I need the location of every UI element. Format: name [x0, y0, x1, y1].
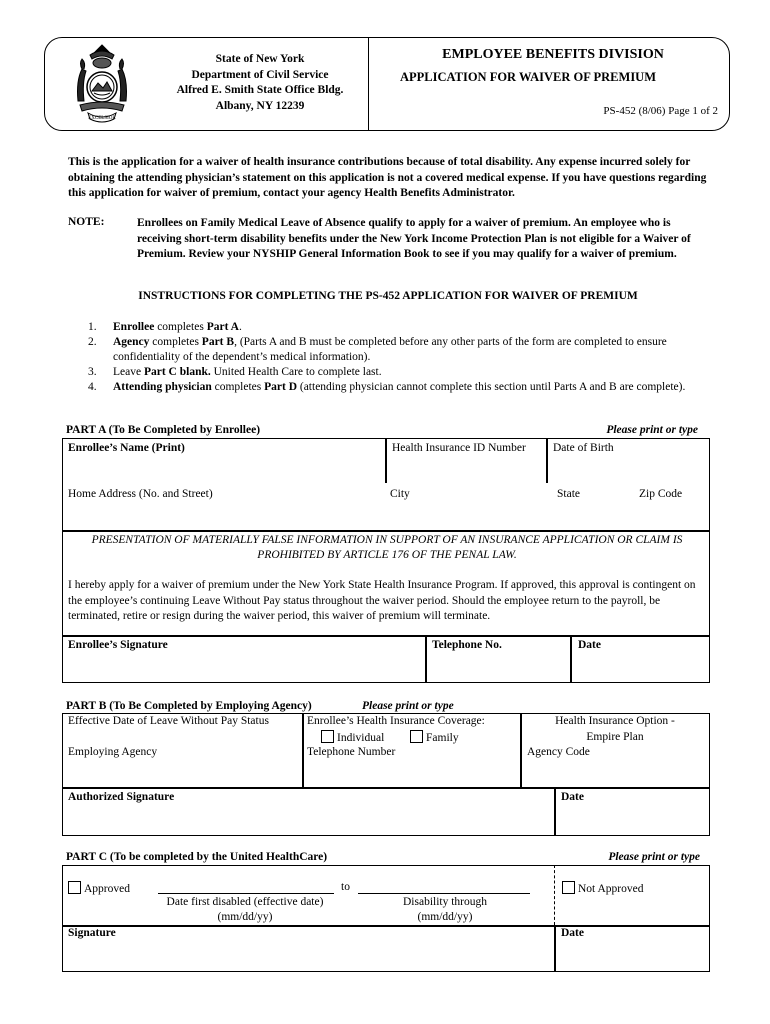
to-label: to [341, 881, 350, 893]
part-c-print-note: Please print or type [608, 851, 700, 863]
home-address-field[interactable]: Home Address (No. and Street) [68, 488, 213, 500]
authorized-signature-field[interactable]: Authorized Signature [68, 791, 175, 803]
disability-through-blank[interactable] [358, 893, 530, 894]
dob-field[interactable]: Date of Birth [553, 442, 614, 454]
zip-field[interactable]: Zip Code [639, 488, 683, 500]
rule [554, 787, 556, 836]
form-id: PS-452 (8/06) Page 1 of 2 [603, 105, 718, 117]
rule [554, 925, 556, 972]
rule [570, 635, 572, 683]
division-title: EMPLOYEE BENEFITS DIVISION [442, 47, 664, 62]
rule [385, 438, 387, 483]
agency-line: Department of Civil Service [191, 68, 329, 81]
employing-agency-field[interactable]: Employing Agency [68, 746, 158, 758]
note-label: NOTE: [68, 216, 105, 228]
rule [554, 865, 555, 925]
agency-line: State of New York [215, 53, 305, 65]
waiver-statement: I hereby apply for a waiver of premium under the New York State Health Insurance Program. If approved, this approval is contingent on the employee’s continuing Leave Without Pay status throughout the waiver period. Should the employee return to the payroll, be terminated, retire or resign during the waiver period, this waiver of premium will terminate. [68, 579, 696, 622]
agency-line: Alfred E. Smith State Office Bldg. [176, 84, 344, 96]
through-format: (mm/dd/yy) [417, 911, 473, 923]
svg-text:EXCELSIOR: EXCELSIOR [88, 116, 116, 121]
penal-law-warning: PRESENTATION OF MATERIALLY FALSE INFORMATION IN SUPPORT OF AN INSURANCE APPLICATION OR CLAIM IS PROHIBITED BY ARTICLE 176 OF THE PENAL LAW. [91, 534, 683, 561]
part-b-date-field[interactable]: Date [561, 791, 584, 803]
agency-line: Albany, NY 12239 [215, 99, 305, 112]
health-id-field[interactable]: Health Insurance ID Number [392, 442, 526, 454]
rule [425, 635, 427, 683]
intro-paragraph: This is the application for a waiver of health insurance contributions because of total disability. Any expense incurred solely for obtaining the attending physician’s statement on this application is not a covered medical expense. If you have questions regarding this application for waiver of premium, contact your agency Health Benefits Administrator. [68, 156, 707, 199]
option-value: Empire Plan [586, 731, 644, 743]
note-text: Enrollees on Family Medical Leave of Absence qualify to apply for a waiver of premium. An employee who is receiving short-term disability benefits under the New York Income Protection Plan is not eligible for a Waiver of Premium. Review your NYSHIP General Information Book to see if you may qualify for a waiver of premium. [137, 217, 691, 260]
individual-option[interactable]: Individual [321, 730, 384, 744]
part-b-print-note: Please print or type [362, 700, 454, 712]
option-label: Health Insurance Option - [555, 715, 675, 727]
instruction-step: 2. Agency completes Part B, (Parts A and B must be completed before any other parts of the form are completed to ensure confidentiality of the dependent’s medical information). [88, 336, 667, 363]
enrollee-name-field[interactable]: Enrollee’s Name (Print) [68, 442, 185, 454]
part-a-print-note: Please print or type [606, 424, 698, 436]
enrollee-signature-field[interactable]: Enrollee’s Signature [68, 639, 168, 651]
first-disabled-label: Date first disabled (effective date) [166, 896, 324, 908]
not-approved-checkbox[interactable] [562, 881, 575, 894]
approved-checkbox[interactable] [68, 881, 81, 894]
city-field[interactable]: City [390, 488, 410, 500]
part-c-signature-field[interactable]: Signature [68, 927, 116, 939]
instruction-step: 3. Leave Part C blank. United Health Care to complete last. [88, 366, 382, 378]
agency-address [160, 52, 360, 114]
coverage-label: Enrollee’s Health Insurance Coverage: [307, 715, 485, 727]
leave-date-field[interactable]: Effective Date of Leave Without Pay Status [68, 715, 269, 727]
header-divider [368, 37, 369, 131]
instruction-step: 1. Enrollee completes Part A. [88, 321, 242, 333]
individual-checkbox[interactable] [321, 730, 334, 743]
first-disabled-format: (mm/dd/yy) [217, 911, 273, 923]
form-title: APPLICATION FOR WAIVER OF PREMIUM [399, 70, 657, 84]
family-checkbox[interactable] [410, 730, 423, 743]
agency-telephone-field[interactable]: Telephone Number [307, 746, 396, 758]
family-option[interactable]: Family [410, 730, 459, 744]
rule [302, 713, 304, 787]
not-approved-option[interactable]: Not Approved [562, 881, 643, 895]
agency-code-field[interactable]: Agency Code [527, 746, 590, 758]
part-c-date-field[interactable]: Date [561, 927, 584, 939]
rule [62, 530, 710, 532]
instruction-step: 4. Attending physician completes Part D (attending physician cannot complete this section until Parts A and B are complete). [88, 381, 686, 393]
rule [62, 925, 710, 927]
date-field[interactable]: Date [578, 639, 601, 651]
telephone-field[interactable]: Telephone No. [432, 639, 502, 651]
first-disabled-blank[interactable] [158, 893, 334, 894]
rule [62, 787, 710, 789]
state-field[interactable]: State [557, 488, 580, 500]
through-label: Disability through [402, 896, 487, 908]
rule [62, 635, 710, 637]
instructions-list [88, 320, 708, 395]
part-a-heading: PART A (To Be Completed by Enrollee) [66, 424, 261, 436]
part-c-heading: PART C (To be completed by the United HealthCare) [66, 851, 328, 863]
rule [546, 438, 548, 483]
approved-option[interactable]: Approved [68, 881, 130, 895]
part-b-heading: PART B (To Be Completed by Employing Agency) [66, 700, 312, 712]
nys-seal-icon [70, 41, 134, 125]
instructions-title: INSTRUCTIONS FOR COMPLETING THE PS-452 APPLICATION FOR WAIVER OF PREMIUM [138, 290, 638, 302]
